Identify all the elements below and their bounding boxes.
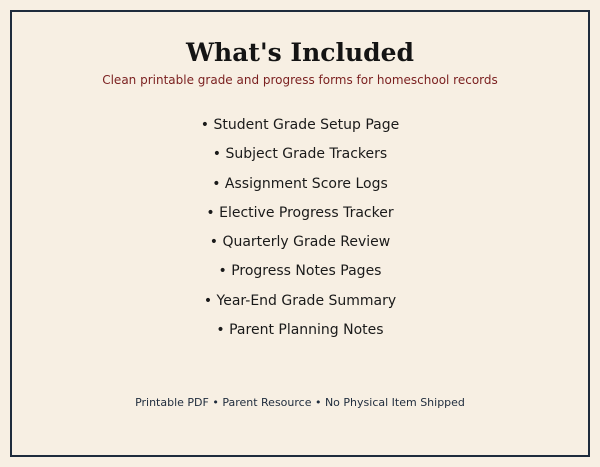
footer-note: Printable PDF • Parent Resource • No Physical Item Shipped <box>135 396 465 409</box>
list-item: • Elective Progress Tracker <box>206 204 394 221</box>
list-item: • Student Grade Setup Page <box>200 117 400 133</box>
list-item: • Subject Grade Trackers <box>212 146 388 163</box>
page-subtitle: Clean printable grade and progress forms for homeschool records <box>102 73 498 87</box>
list-item: • Assignment Score Logs <box>212 175 388 192</box>
list-item: • Progress Notes Pages <box>218 263 382 280</box>
list-item: • Quarterly Grade Review <box>209 234 391 251</box>
page-title: What's Included <box>185 38 415 67</box>
included-items-list <box>0 114 600 348</box>
list-item: • Year-End Grade Summary <box>203 292 397 309</box>
list-item: • Parent Planning Notes <box>216 322 384 339</box>
